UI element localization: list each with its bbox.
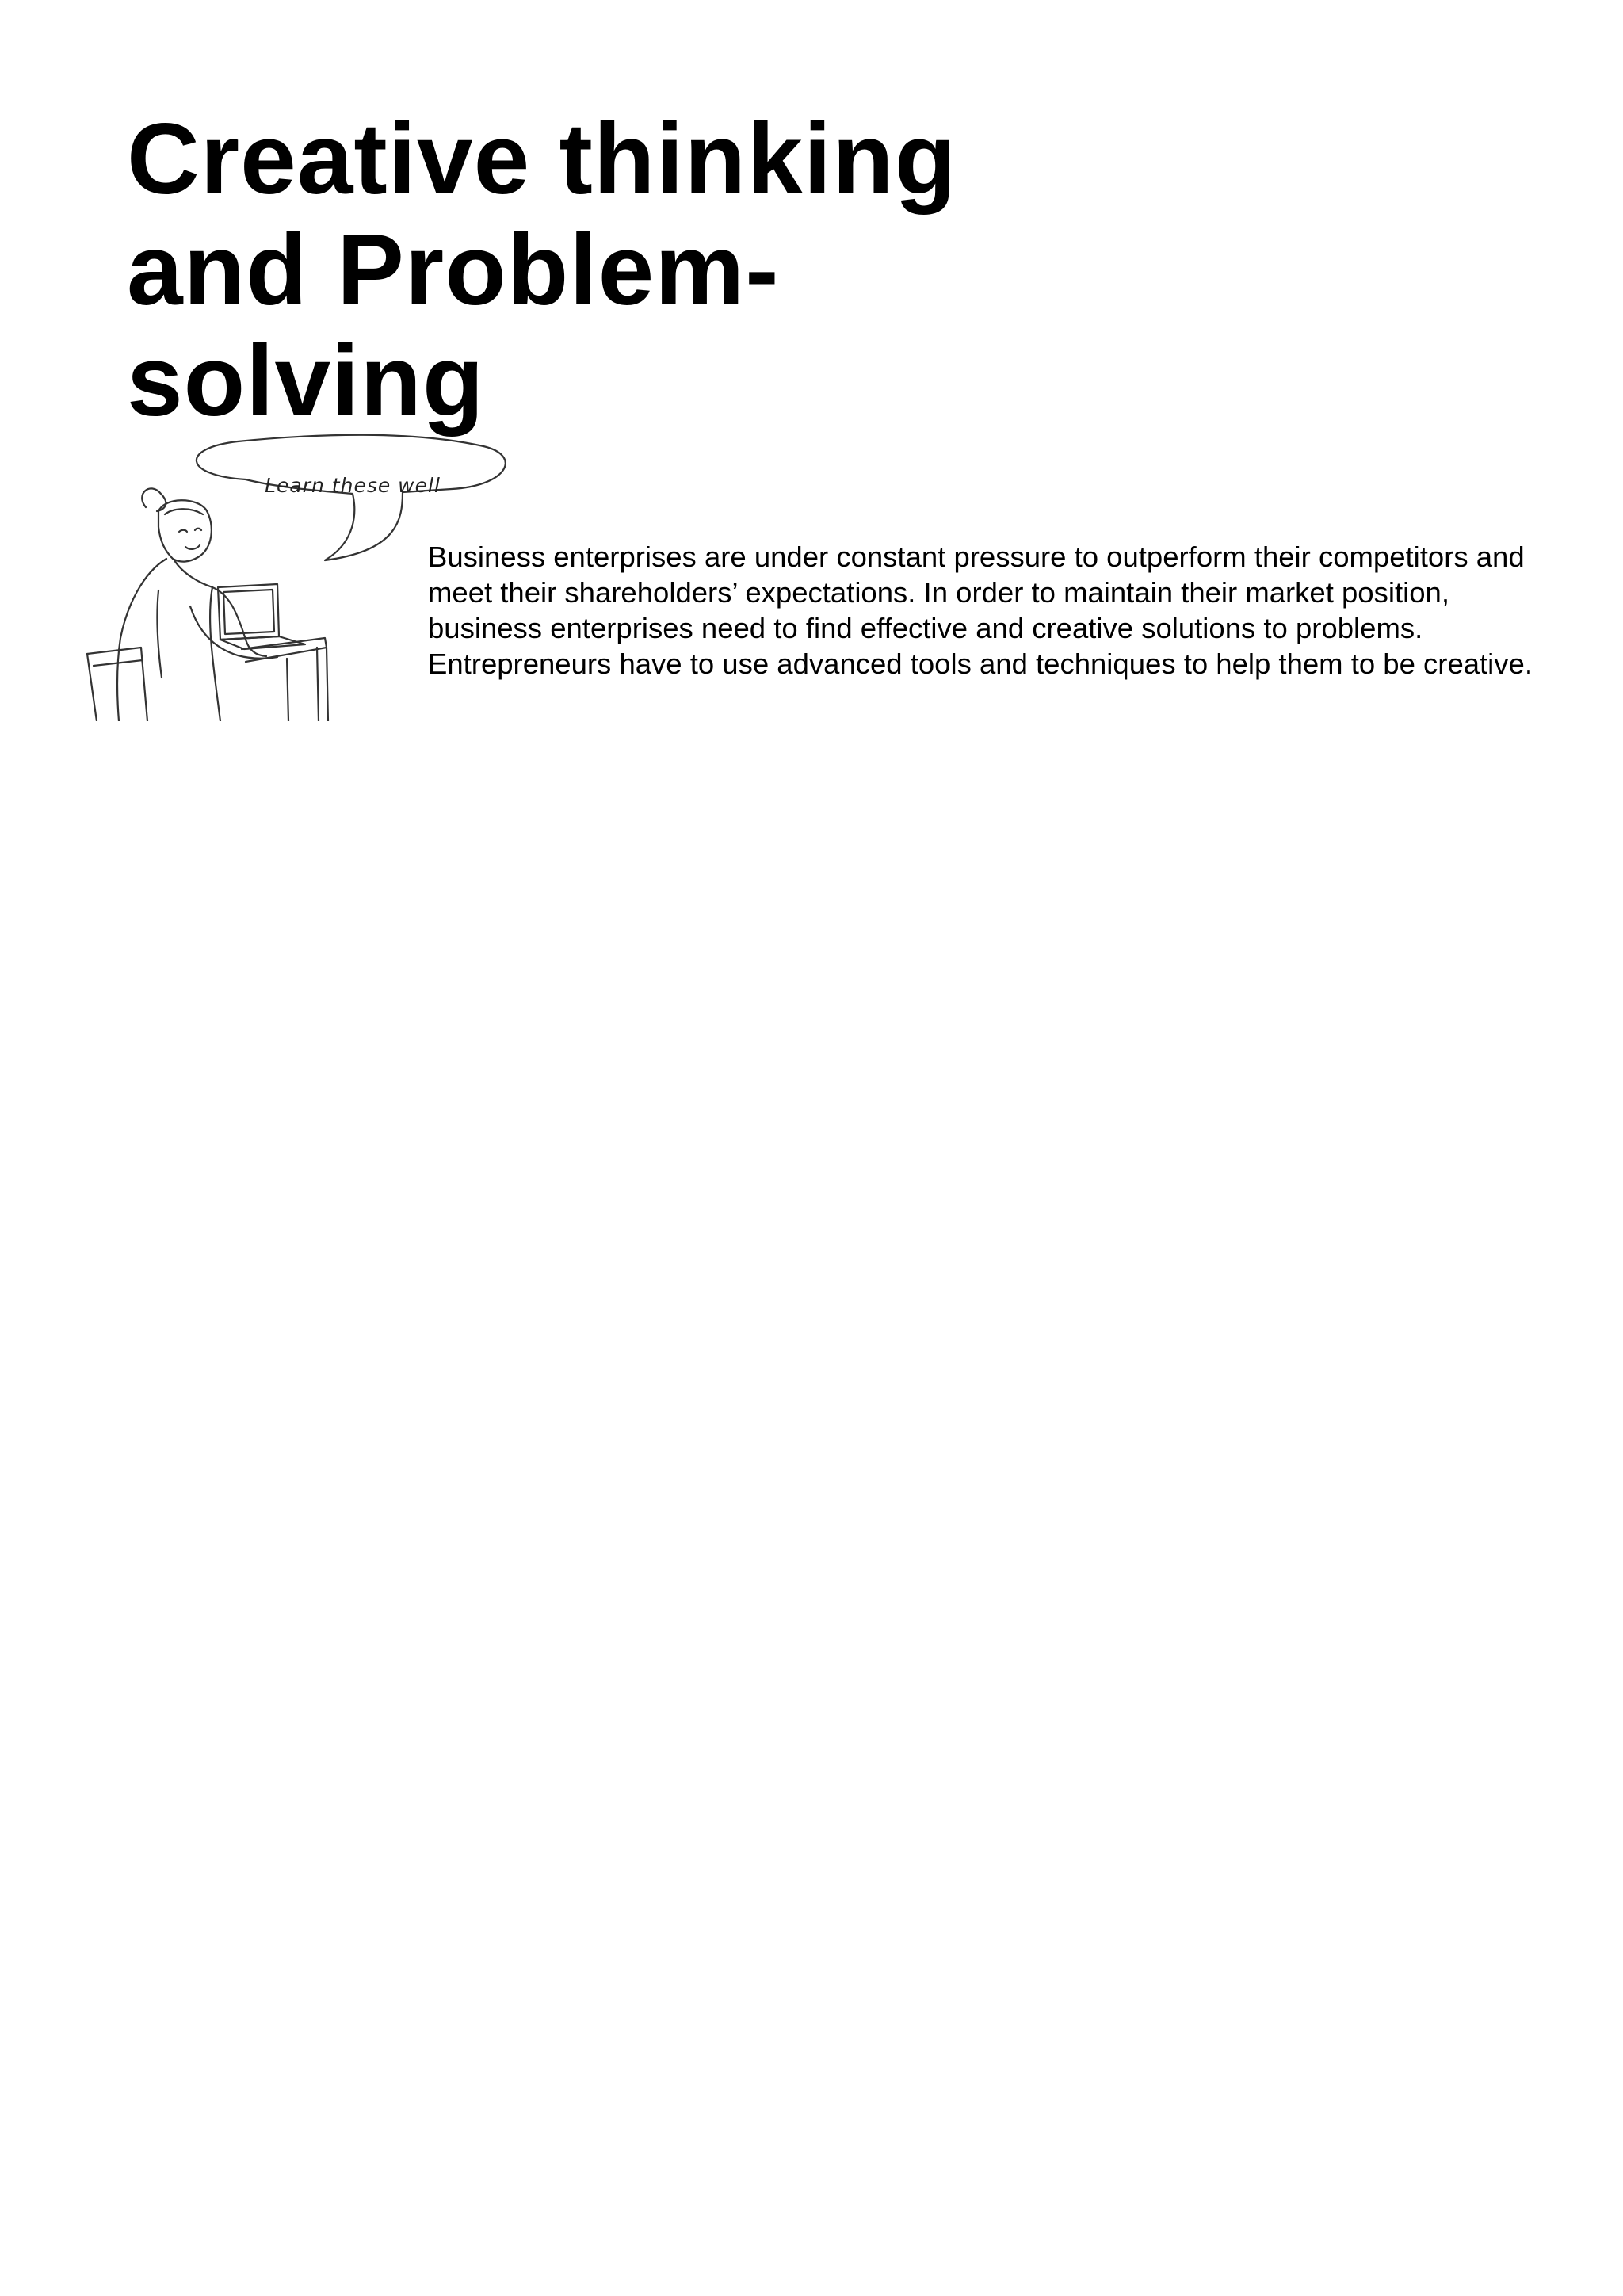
speech-bubble-text: Learn these well xyxy=(265,474,441,497)
intro-paragraph: Business enterprises are under constant pressure to outperform their competitors and meet their shareholders’ expectations. In order to maintain their market position, business enterprises need to find effective and creative solutions to problems. Entrepreneurs have to use advanced tools and techniques to help them to be creative. xyxy=(428,541,1533,680)
page-title xyxy=(127,103,1078,436)
page-title-line-3: solving xyxy=(127,324,485,437)
student-body xyxy=(117,559,166,721)
student-hair xyxy=(142,488,166,511)
page-title-line-2: and Problem- xyxy=(127,213,780,326)
page-title-line-1: Creative thinking xyxy=(127,102,957,215)
